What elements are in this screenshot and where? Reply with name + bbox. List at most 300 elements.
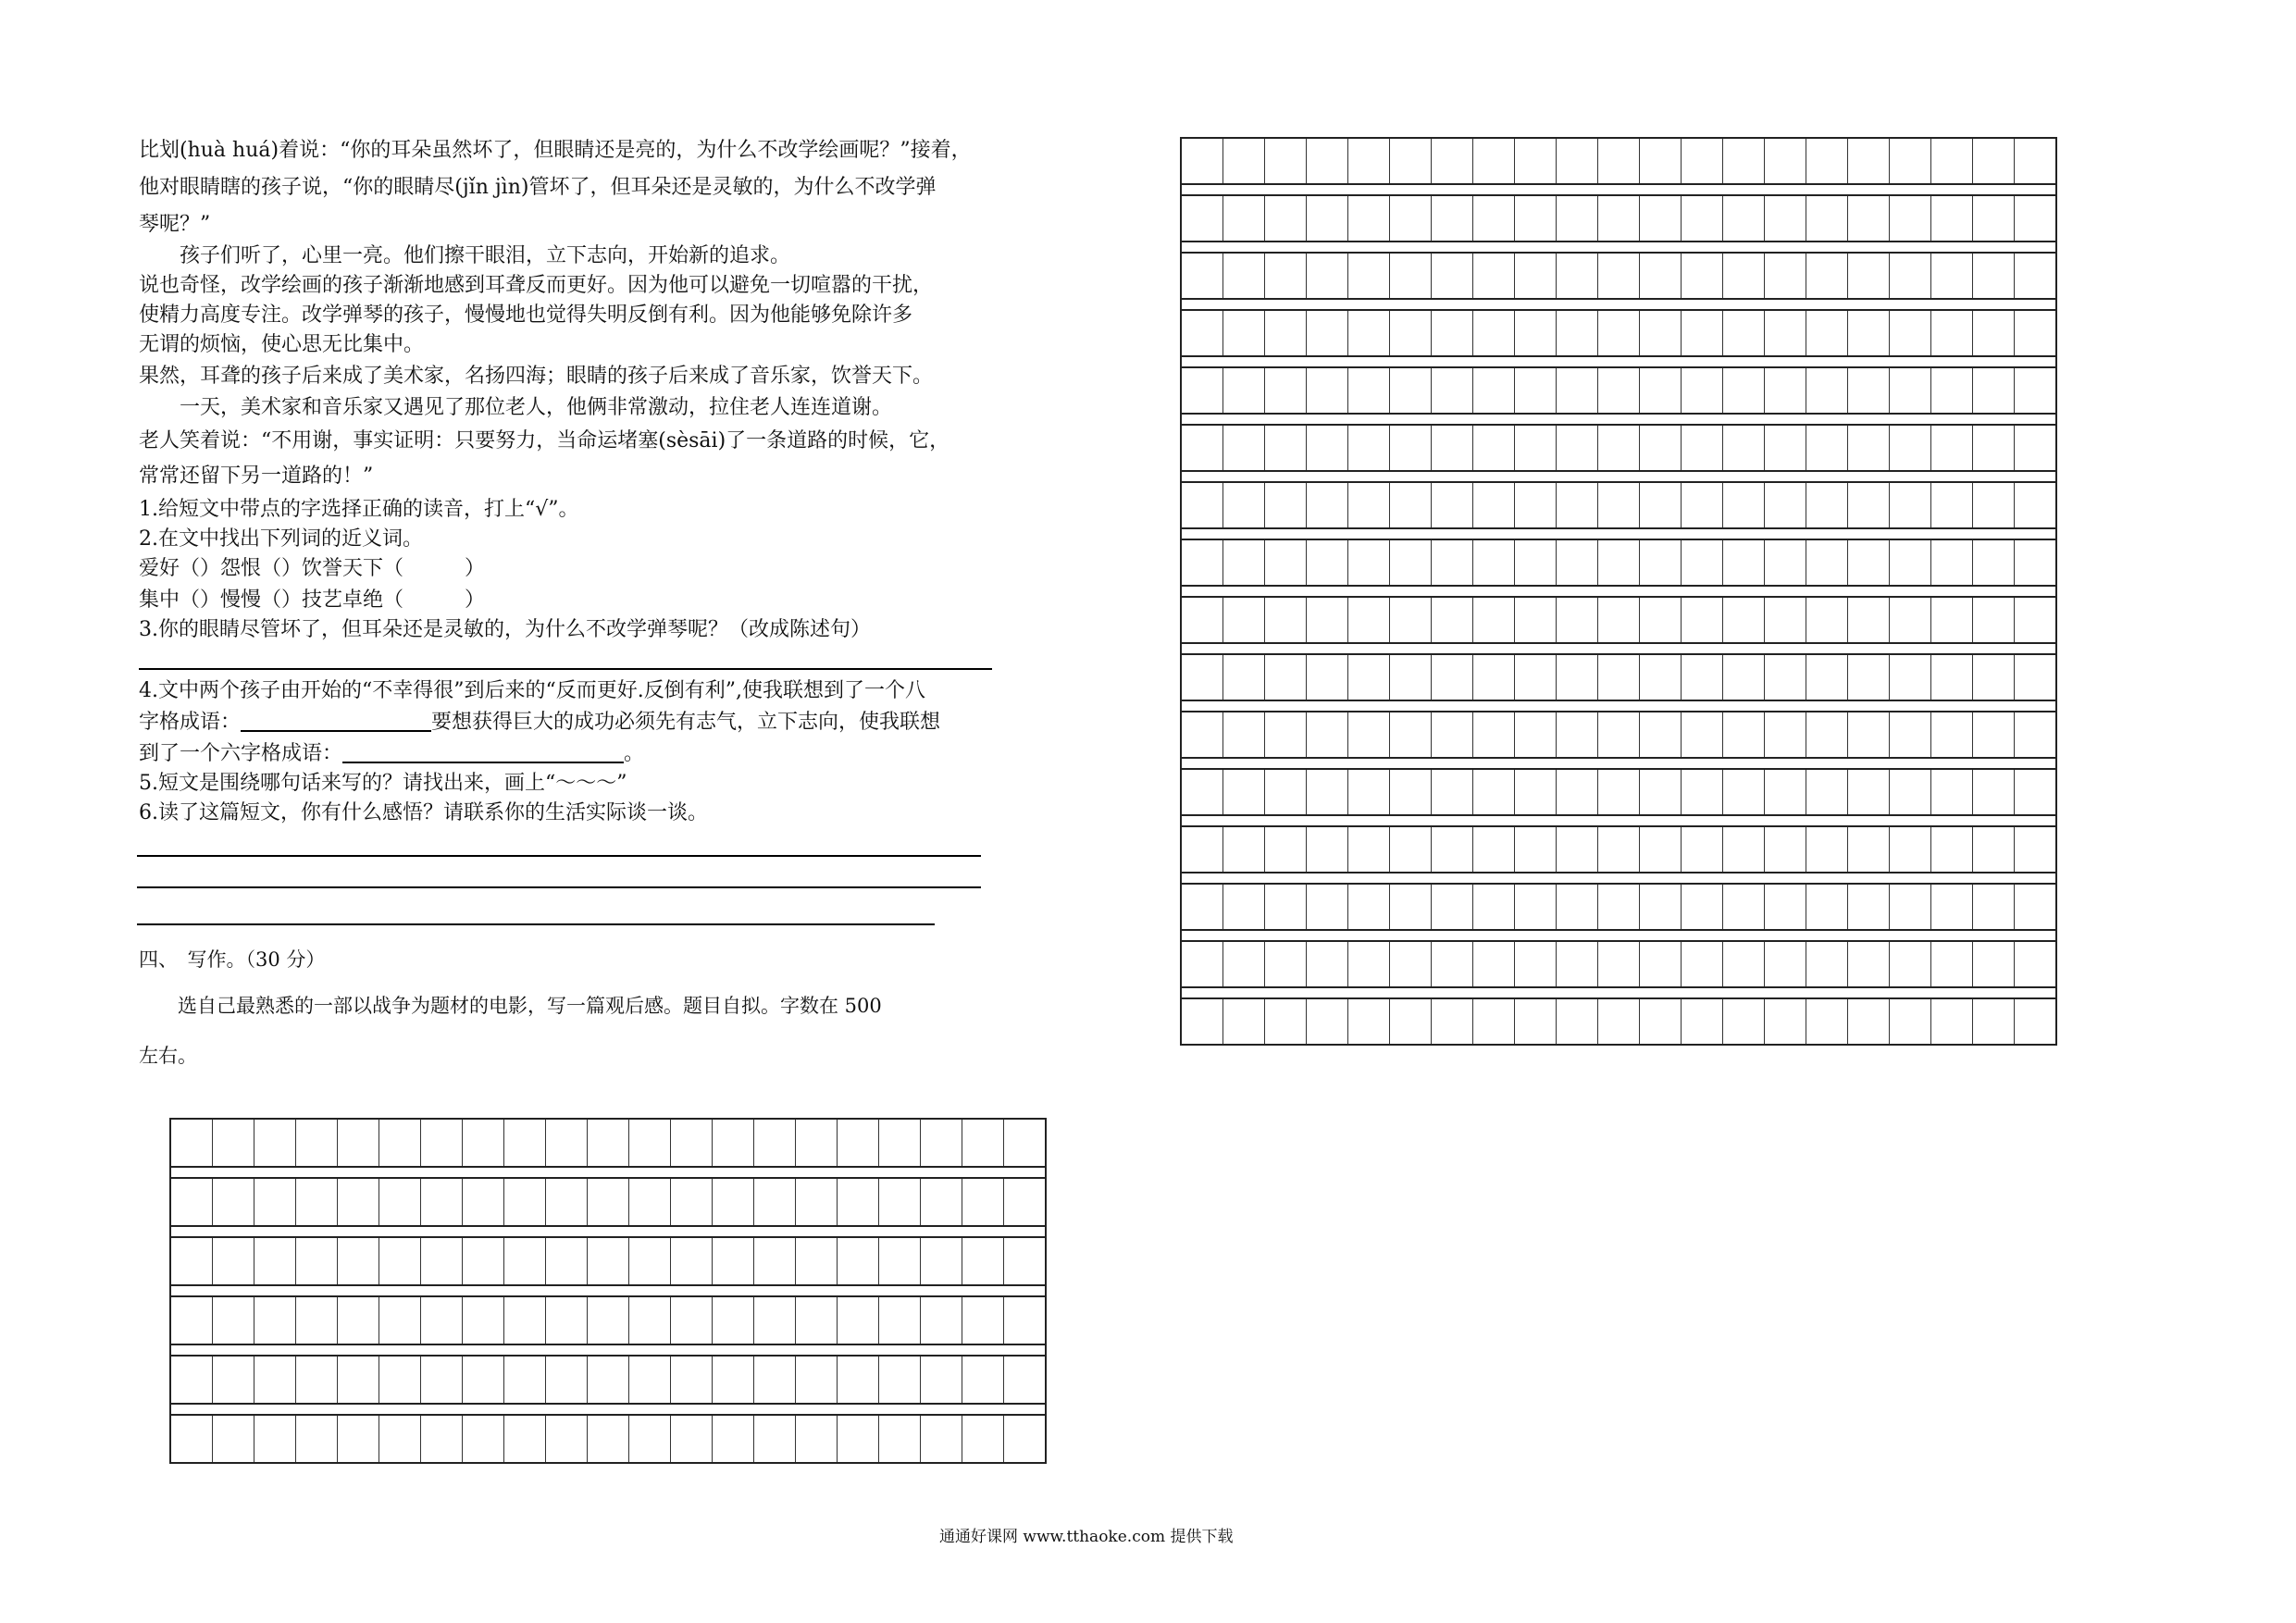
- grid-cell[interactable]: [1182, 655, 1223, 700]
- grid-cell[interactable]: [1890, 942, 1931, 986]
- grid-cell[interactable]: [1265, 254, 1307, 298]
- grid-cell[interactable]: [879, 1416, 921, 1462]
- grid-cell[interactable]: [1557, 311, 1598, 355]
- grid-cell[interactable]: [1390, 540, 1432, 585]
- grid-cell[interactable]: [546, 1416, 588, 1462]
- grid-cell[interactable]: [1848, 999, 1890, 1044]
- grid-cell[interactable]: [588, 1416, 629, 1462]
- grid-cell[interactable]: [1557, 483, 1598, 527]
- grid-cell[interactable]: [1806, 483, 1848, 527]
- grid-cell[interactable]: [254, 1120, 296, 1166]
- grid-cell[interactable]: [1557, 712, 1598, 757]
- grid-cell[interactable]: [1682, 712, 1723, 757]
- grid-cell[interactable]: [1806, 426, 1848, 470]
- grid-cell[interactable]: [1390, 598, 1432, 642]
- grid-cell[interactable]: [1557, 999, 1598, 1044]
- grid-cell[interactable]: [1765, 311, 1806, 355]
- grid-cell[interactable]: [1640, 540, 1682, 585]
- grid-cell[interactable]: [213, 1179, 254, 1225]
- grid-cell[interactable]: [1515, 254, 1557, 298]
- grid-cell[interactable]: [1931, 712, 1973, 757]
- grid-cell[interactable]: [213, 1297, 254, 1344]
- grid-cell[interactable]: [379, 1238, 421, 1284]
- grid-cell[interactable]: [1723, 311, 1765, 355]
- grid-cell[interactable]: [421, 1297, 463, 1344]
- grid-cell[interactable]: [1223, 712, 1265, 757]
- grid-cell[interactable]: [171, 1357, 213, 1403]
- grid-cell[interactable]: [1390, 827, 1432, 872]
- grid-cell[interactable]: [213, 1416, 254, 1462]
- grid-cell[interactable]: [1307, 254, 1348, 298]
- grid-cell[interactable]: [671, 1179, 713, 1225]
- grid-cell[interactable]: [1265, 368, 1307, 413]
- grid-cell[interactable]: [1432, 540, 1473, 585]
- grid-cell[interactable]: [1432, 254, 1473, 298]
- grid-cell[interactable]: [1182, 254, 1223, 298]
- grid-cell[interactable]: [1973, 139, 2015, 183]
- grid-cell[interactable]: [1598, 254, 1640, 298]
- grid-cell[interactable]: [1223, 598, 1265, 642]
- grid-cell[interactable]: [1223, 942, 1265, 986]
- grid-cell[interactable]: [1473, 770, 1515, 814]
- grid-cell[interactable]: [1473, 885, 1515, 929]
- grid-cell[interactable]: [754, 1238, 796, 1284]
- composition-grid-right[interactable]: [1180, 137, 2057, 1044]
- grid-cell[interactable]: [1432, 770, 1473, 814]
- grid-cell[interactable]: [754, 1357, 796, 1403]
- grid-cell[interactable]: [1004, 1179, 1045, 1225]
- grid-cell[interactable]: [1848, 942, 1890, 986]
- grid-cell[interactable]: [1806, 368, 1848, 413]
- grid-cell[interactable]: [1931, 139, 1973, 183]
- grid-cell[interactable]: [754, 1416, 796, 1462]
- answer-line[interactable]: [139, 668, 992, 670]
- grid-cell[interactable]: [296, 1297, 338, 1344]
- grid-cell[interactable]: [1890, 999, 1931, 1044]
- grid-cell[interactable]: [838, 1297, 879, 1344]
- grid-cell[interactable]: [1973, 827, 2015, 872]
- grid-cell[interactable]: [796, 1297, 838, 1344]
- grid-cell[interactable]: [1806, 139, 1848, 183]
- grid-cell[interactable]: [1765, 942, 1806, 986]
- grid-cell[interactable]: [1640, 139, 1682, 183]
- grid-cell[interactable]: [1515, 999, 1557, 1044]
- grid-cell[interactable]: [1848, 483, 1890, 527]
- grid-cell[interactable]: [1390, 655, 1432, 700]
- grid-cell[interactable]: [1765, 483, 1806, 527]
- grid-cell[interactable]: [546, 1120, 588, 1166]
- grid-cell[interactable]: [1432, 196, 1473, 241]
- grid-cell[interactable]: [1640, 770, 1682, 814]
- grid-cell[interactable]: [1890, 311, 1931, 355]
- grid-cell[interactable]: [838, 1357, 879, 1403]
- grid-cell[interactable]: [1515, 885, 1557, 929]
- grid-cell[interactable]: [2015, 426, 2055, 470]
- grid-cell[interactable]: [1931, 655, 1973, 700]
- grid-cell[interactable]: [1348, 483, 1390, 527]
- grid-cell[interactable]: [1223, 196, 1265, 241]
- grid-cell[interactable]: [463, 1120, 504, 1166]
- grid-cell[interactable]: [1223, 770, 1265, 814]
- grid-cell[interactable]: [1307, 426, 1348, 470]
- grid-cell[interactable]: [879, 1297, 921, 1344]
- grid-cell[interactable]: [2015, 770, 2055, 814]
- grid-cell[interactable]: [1723, 540, 1765, 585]
- grid-cell[interactable]: [1682, 368, 1723, 413]
- grid-cell[interactable]: [1223, 540, 1265, 585]
- grid-cell[interactable]: [1265, 311, 1307, 355]
- grid-cell[interactable]: [1473, 540, 1515, 585]
- grid-cell[interactable]: [1848, 139, 1890, 183]
- grid-cell[interactable]: [1004, 1297, 1045, 1344]
- grid-cell[interactable]: [2015, 540, 2055, 585]
- grid-cell[interactable]: [1682, 311, 1723, 355]
- grid-cell[interactable]: [1931, 770, 1973, 814]
- grid-cell[interactable]: [1307, 598, 1348, 642]
- grid-cell[interactable]: [1931, 885, 1973, 929]
- grid-cell[interactable]: [171, 1179, 213, 1225]
- grid-cell[interactable]: [1598, 483, 1640, 527]
- grid-cell[interactable]: [171, 1416, 213, 1462]
- grid-cell[interactable]: [2015, 655, 2055, 700]
- grid-cell[interactable]: [546, 1238, 588, 1284]
- grid-cell[interactable]: [1307, 483, 1348, 527]
- grid-cell[interactable]: [796, 1179, 838, 1225]
- grid-cell[interactable]: [1348, 827, 1390, 872]
- grid-cell[interactable]: [1432, 827, 1473, 872]
- grid-cell[interactable]: [1890, 483, 1931, 527]
- grid-cell[interactable]: [1182, 540, 1223, 585]
- grid-cell[interactable]: [1223, 655, 1265, 700]
- grid-cell[interactable]: [1806, 254, 1848, 298]
- grid-cell[interactable]: [338, 1238, 379, 1284]
- grid-cell[interactable]: [463, 1179, 504, 1225]
- grid-cell[interactable]: [1723, 368, 1765, 413]
- grid-cell[interactable]: [1432, 426, 1473, 470]
- grid-cell[interactable]: [1348, 598, 1390, 642]
- grid-cell[interactable]: [1682, 426, 1723, 470]
- grid-cell[interactable]: [1598, 196, 1640, 241]
- grid-cell[interactable]: [1598, 368, 1640, 413]
- grid-cell[interactable]: [504, 1297, 546, 1344]
- grid-cell[interactable]: [504, 1120, 546, 1166]
- grid-cell[interactable]: [1348, 770, 1390, 814]
- grid-cell[interactable]: [1973, 942, 2015, 986]
- grid-cell[interactable]: [1432, 368, 1473, 413]
- grid-cell[interactable]: [1806, 999, 1848, 1044]
- grid-cell[interactable]: [1723, 655, 1765, 700]
- grid-cell[interactable]: [713, 1297, 754, 1344]
- grid-cell[interactable]: [1390, 426, 1432, 470]
- grid-cell[interactable]: [1723, 483, 1765, 527]
- grid-cell[interactable]: [796, 1357, 838, 1403]
- grid-cell[interactable]: [879, 1357, 921, 1403]
- grid-cell[interactable]: [1806, 885, 1848, 929]
- grid-cell[interactable]: [1557, 254, 1598, 298]
- grid-cell[interactable]: [2015, 139, 2055, 183]
- grid-cell[interactable]: [1973, 196, 2015, 241]
- grid-cell[interactable]: [213, 1238, 254, 1284]
- grid-cell[interactable]: [1598, 999, 1640, 1044]
- grid-cell[interactable]: [1307, 885, 1348, 929]
- grid-cell[interactable]: [1931, 540, 1973, 585]
- grid-cell[interactable]: [1640, 827, 1682, 872]
- grid-cell[interactable]: [1931, 827, 1973, 872]
- grid-cell[interactable]: [1848, 885, 1890, 929]
- grid-cell[interactable]: [1890, 770, 1931, 814]
- grid-cell[interactable]: [1640, 483, 1682, 527]
- grid-cell[interactable]: [1473, 254, 1515, 298]
- grid-cell[interactable]: [296, 1357, 338, 1403]
- grid-cell[interactable]: [379, 1297, 421, 1344]
- grid-cell[interactable]: [1765, 770, 1806, 814]
- grid-cell[interactable]: [588, 1120, 629, 1166]
- grid-cell[interactable]: [1348, 540, 1390, 585]
- grid-cell[interactable]: [1848, 540, 1890, 585]
- grid-cell[interactable]: [1723, 770, 1765, 814]
- grid-cell[interactable]: [1307, 540, 1348, 585]
- grid-cell[interactable]: [1931, 942, 1973, 986]
- grid-cell[interactable]: [1265, 770, 1307, 814]
- grid-cell[interactable]: [1515, 770, 1557, 814]
- grid-cell[interactable]: [2015, 368, 2055, 413]
- grid-cell[interactable]: [1931, 999, 1973, 1044]
- grid-cell[interactable]: [463, 1357, 504, 1403]
- grid-cell[interactable]: [1890, 368, 1931, 413]
- grid-cell[interactable]: [1265, 942, 1307, 986]
- grid-cell[interactable]: [1473, 942, 1515, 986]
- grid-cell[interactable]: [1265, 483, 1307, 527]
- grid-cell[interactable]: [463, 1297, 504, 1344]
- grid-cell[interactable]: [421, 1416, 463, 1462]
- grid-cell[interactable]: [1223, 885, 1265, 929]
- grid-cell[interactable]: [1004, 1238, 1045, 1284]
- grid-cell[interactable]: [1931, 254, 1973, 298]
- grid-cell[interactable]: [879, 1238, 921, 1284]
- grid-cell[interactable]: [1640, 598, 1682, 642]
- grid-cell[interactable]: [1723, 885, 1765, 929]
- grid-cell[interactable]: [1390, 254, 1432, 298]
- grid-cell[interactable]: [671, 1238, 713, 1284]
- grid-cell[interactable]: [1307, 196, 1348, 241]
- grid-cell[interactable]: [1557, 368, 1598, 413]
- grid-cell[interactable]: [338, 1179, 379, 1225]
- grid-cell[interactable]: [1973, 999, 2015, 1044]
- grid-cell[interactable]: [838, 1238, 879, 1284]
- grid-cell[interactable]: [962, 1179, 1004, 1225]
- grid-cell[interactable]: [1723, 196, 1765, 241]
- grid-cell[interactable]: [1223, 368, 1265, 413]
- grid-cell[interactable]: [379, 1179, 421, 1225]
- grid-cell[interactable]: [1765, 999, 1806, 1044]
- grid-cell[interactable]: [1390, 196, 1432, 241]
- grid-cell[interactable]: [1682, 999, 1723, 1044]
- grid-cell[interactable]: [1765, 139, 1806, 183]
- grid-cell[interactable]: [713, 1120, 754, 1166]
- grid-cell[interactable]: [671, 1416, 713, 1462]
- grid-cell[interactable]: [1557, 942, 1598, 986]
- grid-cell[interactable]: [1640, 712, 1682, 757]
- grid-cell[interactable]: [338, 1416, 379, 1462]
- grid-cell[interactable]: [1682, 827, 1723, 872]
- grid-cell[interactable]: [962, 1297, 1004, 1344]
- grid-cell[interactable]: [1223, 139, 1265, 183]
- grid-cell[interactable]: [838, 1416, 879, 1462]
- idiom-blank-2[interactable]: [342, 741, 624, 763]
- grid-cell[interactable]: [671, 1297, 713, 1344]
- grid-cell[interactable]: [1890, 885, 1931, 929]
- grid-cell[interactable]: [796, 1238, 838, 1284]
- grid-cell[interactable]: [1515, 712, 1557, 757]
- grid-cell[interactable]: [1432, 483, 1473, 527]
- grid-cell[interactable]: [1890, 196, 1931, 241]
- grid-cell[interactable]: [1307, 827, 1348, 872]
- grid-cell[interactable]: [879, 1120, 921, 1166]
- grid-cell[interactable]: [2015, 942, 2055, 986]
- grid-cell[interactable]: [921, 1120, 962, 1166]
- grid-cell[interactable]: [1515, 483, 1557, 527]
- grid-cell[interactable]: [1557, 827, 1598, 872]
- grid-cell[interactable]: [1931, 196, 1973, 241]
- grid-cell[interactable]: [1307, 942, 1348, 986]
- grid-cell[interactable]: [1432, 885, 1473, 929]
- grid-cell[interactable]: [1182, 942, 1223, 986]
- grid-cell[interactable]: [1004, 1120, 1045, 1166]
- grid-cell[interactable]: [1515, 139, 1557, 183]
- grid-cell[interactable]: [629, 1297, 671, 1344]
- grid-cell[interactable]: [171, 1297, 213, 1344]
- grid-cell[interactable]: [1265, 598, 1307, 642]
- grid-cell[interactable]: [671, 1357, 713, 1403]
- grid-cell[interactable]: [1682, 770, 1723, 814]
- grid-cell[interactable]: [1390, 770, 1432, 814]
- grid-cell[interactable]: [1265, 999, 1307, 1044]
- grid-cell[interactable]: [1848, 196, 1890, 241]
- grid-cell[interactable]: [1640, 655, 1682, 700]
- grid-cell[interactable]: [463, 1238, 504, 1284]
- grid-cell[interactable]: [1432, 942, 1473, 986]
- grid-cell[interactable]: [588, 1179, 629, 1225]
- grid-cell[interactable]: [1390, 885, 1432, 929]
- grid-cell[interactable]: [629, 1357, 671, 1403]
- grid-cell[interactable]: [213, 1357, 254, 1403]
- grid-cell[interactable]: [1848, 368, 1890, 413]
- grid-cell[interactable]: [1765, 712, 1806, 757]
- grid-cell[interactable]: [1640, 942, 1682, 986]
- grid-cell[interactable]: [1682, 655, 1723, 700]
- grid-cell[interactable]: [1557, 655, 1598, 700]
- grid-cell[interactable]: [1390, 942, 1432, 986]
- grid-cell[interactable]: [962, 1357, 1004, 1403]
- grid-cell[interactable]: [2015, 999, 2055, 1044]
- grid-cell[interactable]: [1598, 942, 1640, 986]
- grid-cell[interactable]: [1765, 827, 1806, 872]
- grid-cell[interactable]: [1557, 196, 1598, 241]
- grid-cell[interactable]: [1473, 827, 1515, 872]
- grid-cell[interactable]: [1765, 655, 1806, 700]
- grid-cell[interactable]: [1223, 827, 1265, 872]
- grid-cell[interactable]: [1515, 655, 1557, 700]
- grid-cell[interactable]: [1973, 540, 2015, 585]
- grid-cell[interactable]: [296, 1238, 338, 1284]
- grid-cell[interactable]: [1557, 540, 1598, 585]
- grid-cell[interactable]: [1806, 712, 1848, 757]
- grid-cell[interactable]: [921, 1238, 962, 1284]
- grid-cell[interactable]: [504, 1238, 546, 1284]
- grid-cell[interactable]: [796, 1416, 838, 1462]
- grid-cell[interactable]: [1307, 368, 1348, 413]
- grid-cell[interactable]: [504, 1416, 546, 1462]
- grid-cell[interactable]: [1973, 483, 2015, 527]
- grid-cell[interactable]: [1640, 368, 1682, 413]
- grid-cell[interactable]: [1682, 942, 1723, 986]
- grid-cell[interactable]: [1223, 483, 1265, 527]
- grid-cell[interactable]: [1682, 254, 1723, 298]
- grid-cell[interactable]: [1640, 885, 1682, 929]
- composition-grid-left[interactable]: [169, 1118, 1047, 1469]
- grid-cell[interactable]: [1265, 540, 1307, 585]
- grid-cell[interactable]: [1265, 885, 1307, 929]
- grid-cell[interactable]: [1265, 655, 1307, 700]
- grid-cell[interactable]: [1182, 770, 1223, 814]
- grid-cell[interactable]: [1432, 999, 1473, 1044]
- grid-cell[interactable]: [1598, 885, 1640, 929]
- grid-cell[interactable]: [1640, 196, 1682, 241]
- grid-cell[interactable]: [1806, 196, 1848, 241]
- grid-cell[interactable]: [1848, 655, 1890, 700]
- grid-cell[interactable]: [338, 1120, 379, 1166]
- grid-cell[interactable]: [504, 1179, 546, 1225]
- grid-cell[interactable]: [1515, 942, 1557, 986]
- grid-cell[interactable]: [254, 1179, 296, 1225]
- grid-cell[interactable]: [1598, 139, 1640, 183]
- grid-cell[interactable]: [1223, 311, 1265, 355]
- grid-cell[interactable]: [1182, 885, 1223, 929]
- grid-cell[interactable]: [1765, 368, 1806, 413]
- grid-cell[interactable]: [1348, 139, 1390, 183]
- grid-cell[interactable]: [1765, 885, 1806, 929]
- grid-cell[interactable]: [1682, 196, 1723, 241]
- grid-cell[interactable]: [1598, 655, 1640, 700]
- grid-cell[interactable]: [1390, 311, 1432, 355]
- grid-cell[interactable]: [1931, 483, 1973, 527]
- grid-cell[interactable]: [629, 1416, 671, 1462]
- grid-cell[interactable]: [296, 1179, 338, 1225]
- grid-cell[interactable]: [1890, 827, 1931, 872]
- grid-cell[interactable]: [1806, 540, 1848, 585]
- grid-cell[interactable]: [1432, 139, 1473, 183]
- grid-cell[interactable]: [379, 1416, 421, 1462]
- idiom-blank-1[interactable]: [241, 710, 431, 732]
- grid-cell[interactable]: [1765, 254, 1806, 298]
- grid-cell[interactable]: [1723, 712, 1765, 757]
- grid-cell[interactable]: [1307, 655, 1348, 700]
- grid-cell[interactable]: [1182, 311, 1223, 355]
- grid-cell[interactable]: [1432, 598, 1473, 642]
- grid-cell[interactable]: [379, 1120, 421, 1166]
- grid-cell[interactable]: [754, 1297, 796, 1344]
- grid-cell[interactable]: [1806, 827, 1848, 872]
- grid-cell[interactable]: [1390, 999, 1432, 1044]
- grid-cell[interactable]: [962, 1120, 1004, 1166]
- grid-cell[interactable]: [671, 1120, 713, 1166]
- grid-cell[interactable]: [921, 1416, 962, 1462]
- grid-cell[interactable]: [2015, 483, 2055, 527]
- grid-cell[interactable]: [962, 1238, 1004, 1284]
- grid-cell[interactable]: [421, 1238, 463, 1284]
- answer-line[interactable]: [137, 923, 935, 925]
- grid-cell[interactable]: [1682, 885, 1723, 929]
